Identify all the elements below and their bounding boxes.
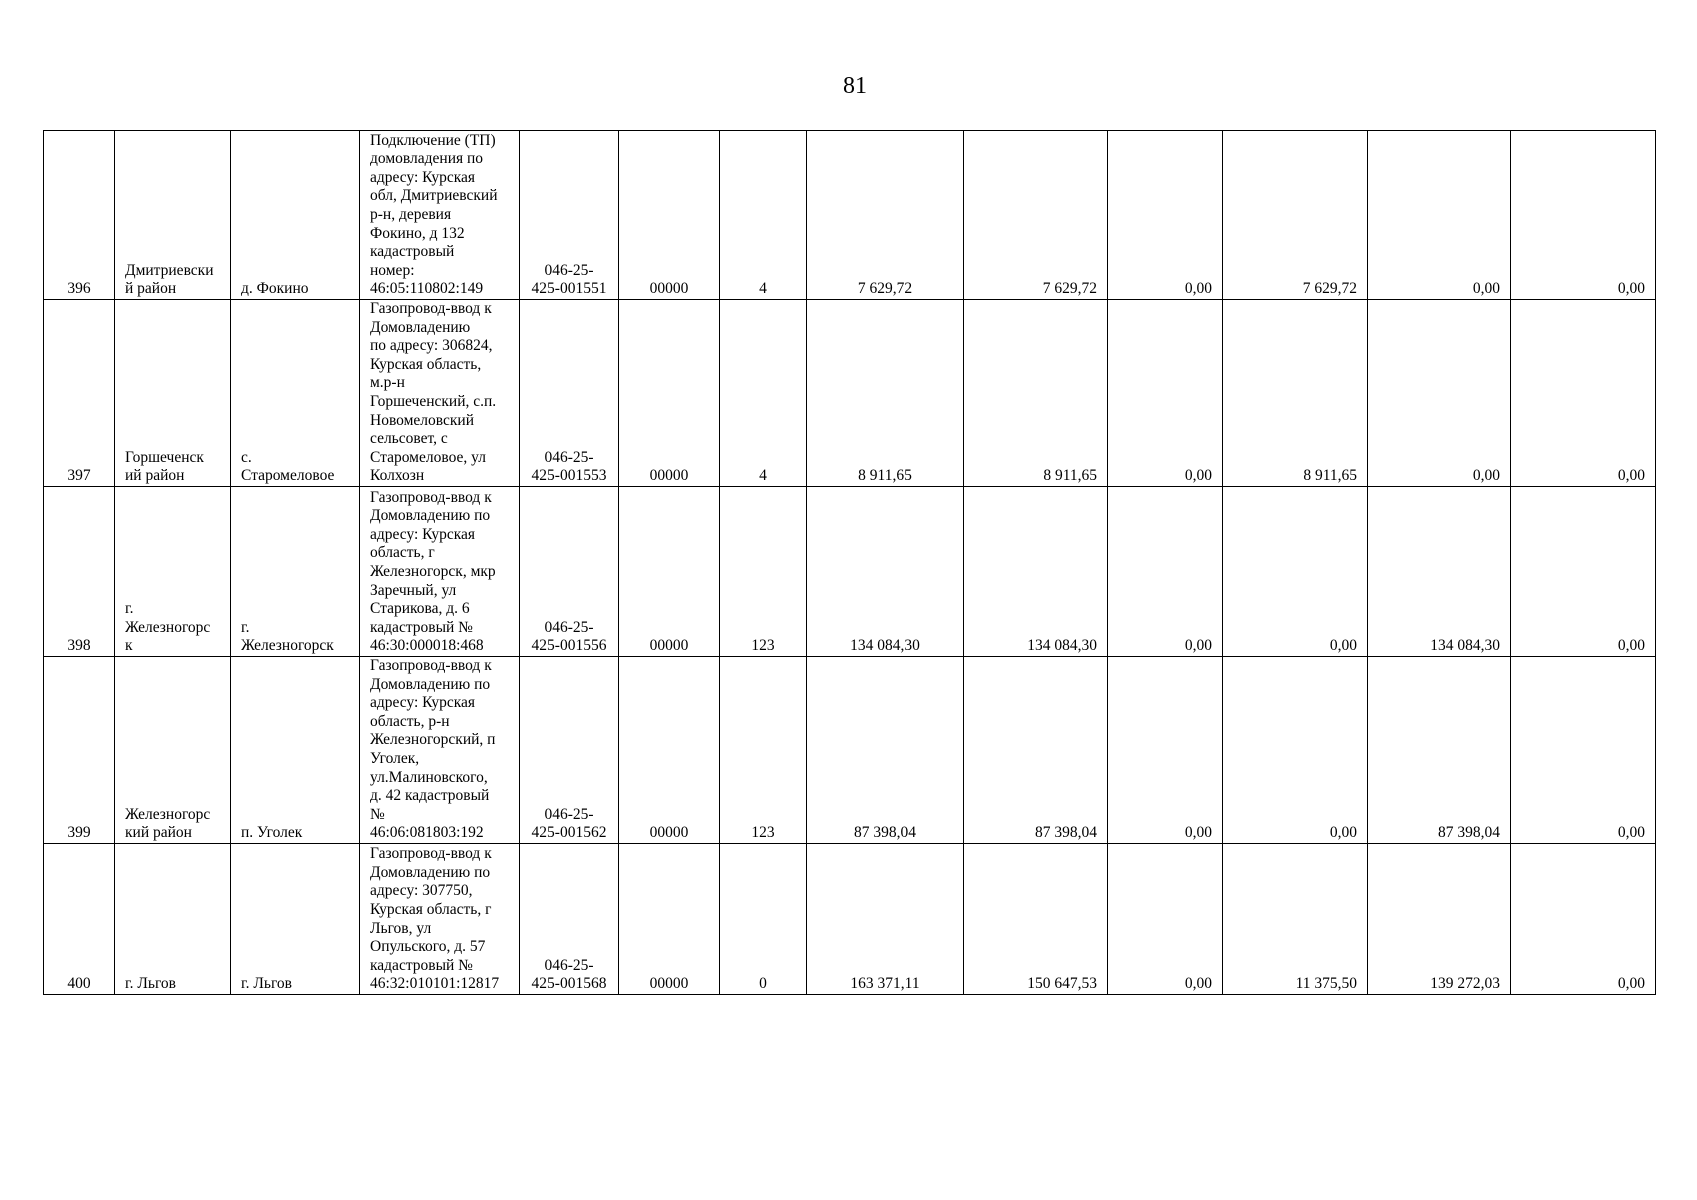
cell-description: Газопровод-ввод к Домовладению по адресу: Курская область, р-н Железногорский, п Уголек, ул.Малиновского, д. 42 кадастровый № 46:06:081803:192: [360, 657, 520, 844]
cell-object-code: 046-25- 425-001556: [520, 487, 619, 657]
cell-district: Дмитриевски й район: [115, 131, 231, 300]
cell-count: 4: [720, 300, 807, 487]
cell-row-number: 397: [44, 300, 115, 487]
cell-count: 0: [720, 844, 807, 995]
cell-amount-5: 134 084,30: [1368, 487, 1511, 657]
cell-total-amount: 134 084,30: [807, 487, 964, 657]
cell-count: 123: [720, 657, 807, 844]
cell-total-amount: 7 629,72: [807, 131, 964, 300]
cell-description: Газопровод-ввод к Домовладению по адресу: 307750, Курская область, г Льгов, ул Опульского, д. 57 кадастровый № 46:32:010101:12817: [360, 844, 520, 995]
table-row: [44, 657, 1656, 844]
cell-row-number: 399: [44, 657, 115, 844]
cell-amount-6: 0,00: [1511, 300, 1656, 487]
cell-amount-2: 134 084,30: [964, 487, 1108, 657]
cell-amount-3: 0,00: [1108, 131, 1223, 300]
cell-amount-5: 139 272,03: [1368, 844, 1511, 995]
cell-amount-2: 150 647,53: [964, 844, 1108, 995]
cell-amount-2: 7 629,72: [964, 131, 1108, 300]
cell-amount-3: 0,00: [1108, 300, 1223, 487]
cell-settlement: д. Фокино: [231, 131, 360, 300]
table-row: [44, 300, 1656, 487]
cell-code-00000: 00000: [619, 300, 720, 487]
cell-amount-2: 87 398,04: [964, 657, 1108, 844]
cell-object-code: 046-25- 425-001562: [520, 657, 619, 844]
cell-amount-3: 0,00: [1108, 844, 1223, 995]
table-row: [44, 131, 1656, 300]
cell-description: Подключение (ТП) домовладения по адресу: Курская обл, Дмитриевский р-н, деревия Фокино, д 132 кадастровый номер: 46:05:110802:149: [360, 131, 520, 300]
cell-code-00000: 00000: [619, 844, 720, 995]
cell-row-number: 400: [44, 844, 115, 995]
cell-object-code: 046-25- 425-001551: [520, 131, 619, 300]
cell-description: Газопровод-ввод к Домовладению по адресу: 306824, Курская область, м.р-н Горшеченский, с.п. Новомеловский сельсовет, с Старомеловое, ул Колхозн: [360, 300, 520, 487]
table-body: [44, 131, 1656, 995]
cell-amount-5: 0,00: [1368, 131, 1511, 300]
cell-settlement: с. Старомеловое: [231, 300, 360, 487]
table-row: [44, 487, 1656, 657]
cell-amount-3: 0,00: [1108, 657, 1223, 844]
cell-settlement: г. Льгов: [231, 844, 360, 995]
cell-district: г. Железногорс к: [115, 487, 231, 657]
cell-amount-5: 87 398,04: [1368, 657, 1511, 844]
cell-amount-6: 0,00: [1511, 131, 1656, 300]
cell-amount-4: 8 911,65: [1223, 300, 1368, 487]
cell-code-00000: 00000: [619, 131, 720, 300]
cell-total-amount: 8 911,65: [807, 300, 964, 487]
page-number: 81: [843, 73, 867, 99]
cell-district: г. Льгов: [115, 844, 231, 995]
cell-row-number: 396: [44, 131, 115, 300]
cell-object-code: 046-25- 425-001553: [520, 300, 619, 487]
cell-amount-5: 0,00: [1368, 300, 1511, 487]
cell-settlement: г. Железногорск: [231, 487, 360, 657]
register-table: [43, 130, 1656, 995]
cell-code-00000: 00000: [619, 657, 720, 844]
cell-amount-3: 0,00: [1108, 487, 1223, 657]
cell-amount-4: 0,00: [1223, 487, 1368, 657]
cell-object-code: 046-25- 425-001568: [520, 844, 619, 995]
cell-amount-6: 0,00: [1511, 657, 1656, 844]
cell-amount-4: 0,00: [1223, 657, 1368, 844]
cell-amount-6: 0,00: [1511, 487, 1656, 657]
table-row: [44, 844, 1656, 995]
cell-settlement: п. Уголек: [231, 657, 360, 844]
cell-description: Газопровод-ввод к Домовладению по адресу: Курская область, г Железногорск, мкр Заречный, ул Старикова, д. 6 кадастровый № 46:30:000018:468: [360, 487, 520, 657]
cell-district: Железногорс кий район: [115, 657, 231, 844]
cell-amount-6: 0,00: [1511, 844, 1656, 995]
cell-amount-4: 7 629,72: [1223, 131, 1368, 300]
cell-row-number: 398: [44, 487, 115, 657]
cell-code-00000: 00000: [619, 487, 720, 657]
cell-count: 123: [720, 487, 807, 657]
cell-amount-4: 11 375,50: [1223, 844, 1368, 995]
cell-count: 4: [720, 131, 807, 300]
cell-amount-2: 8 911,65: [964, 300, 1108, 487]
cell-total-amount: 87 398,04: [807, 657, 964, 844]
cell-district: Горшеченск ий район: [115, 300, 231, 487]
cell-total-amount: 163 371,11: [807, 844, 964, 995]
